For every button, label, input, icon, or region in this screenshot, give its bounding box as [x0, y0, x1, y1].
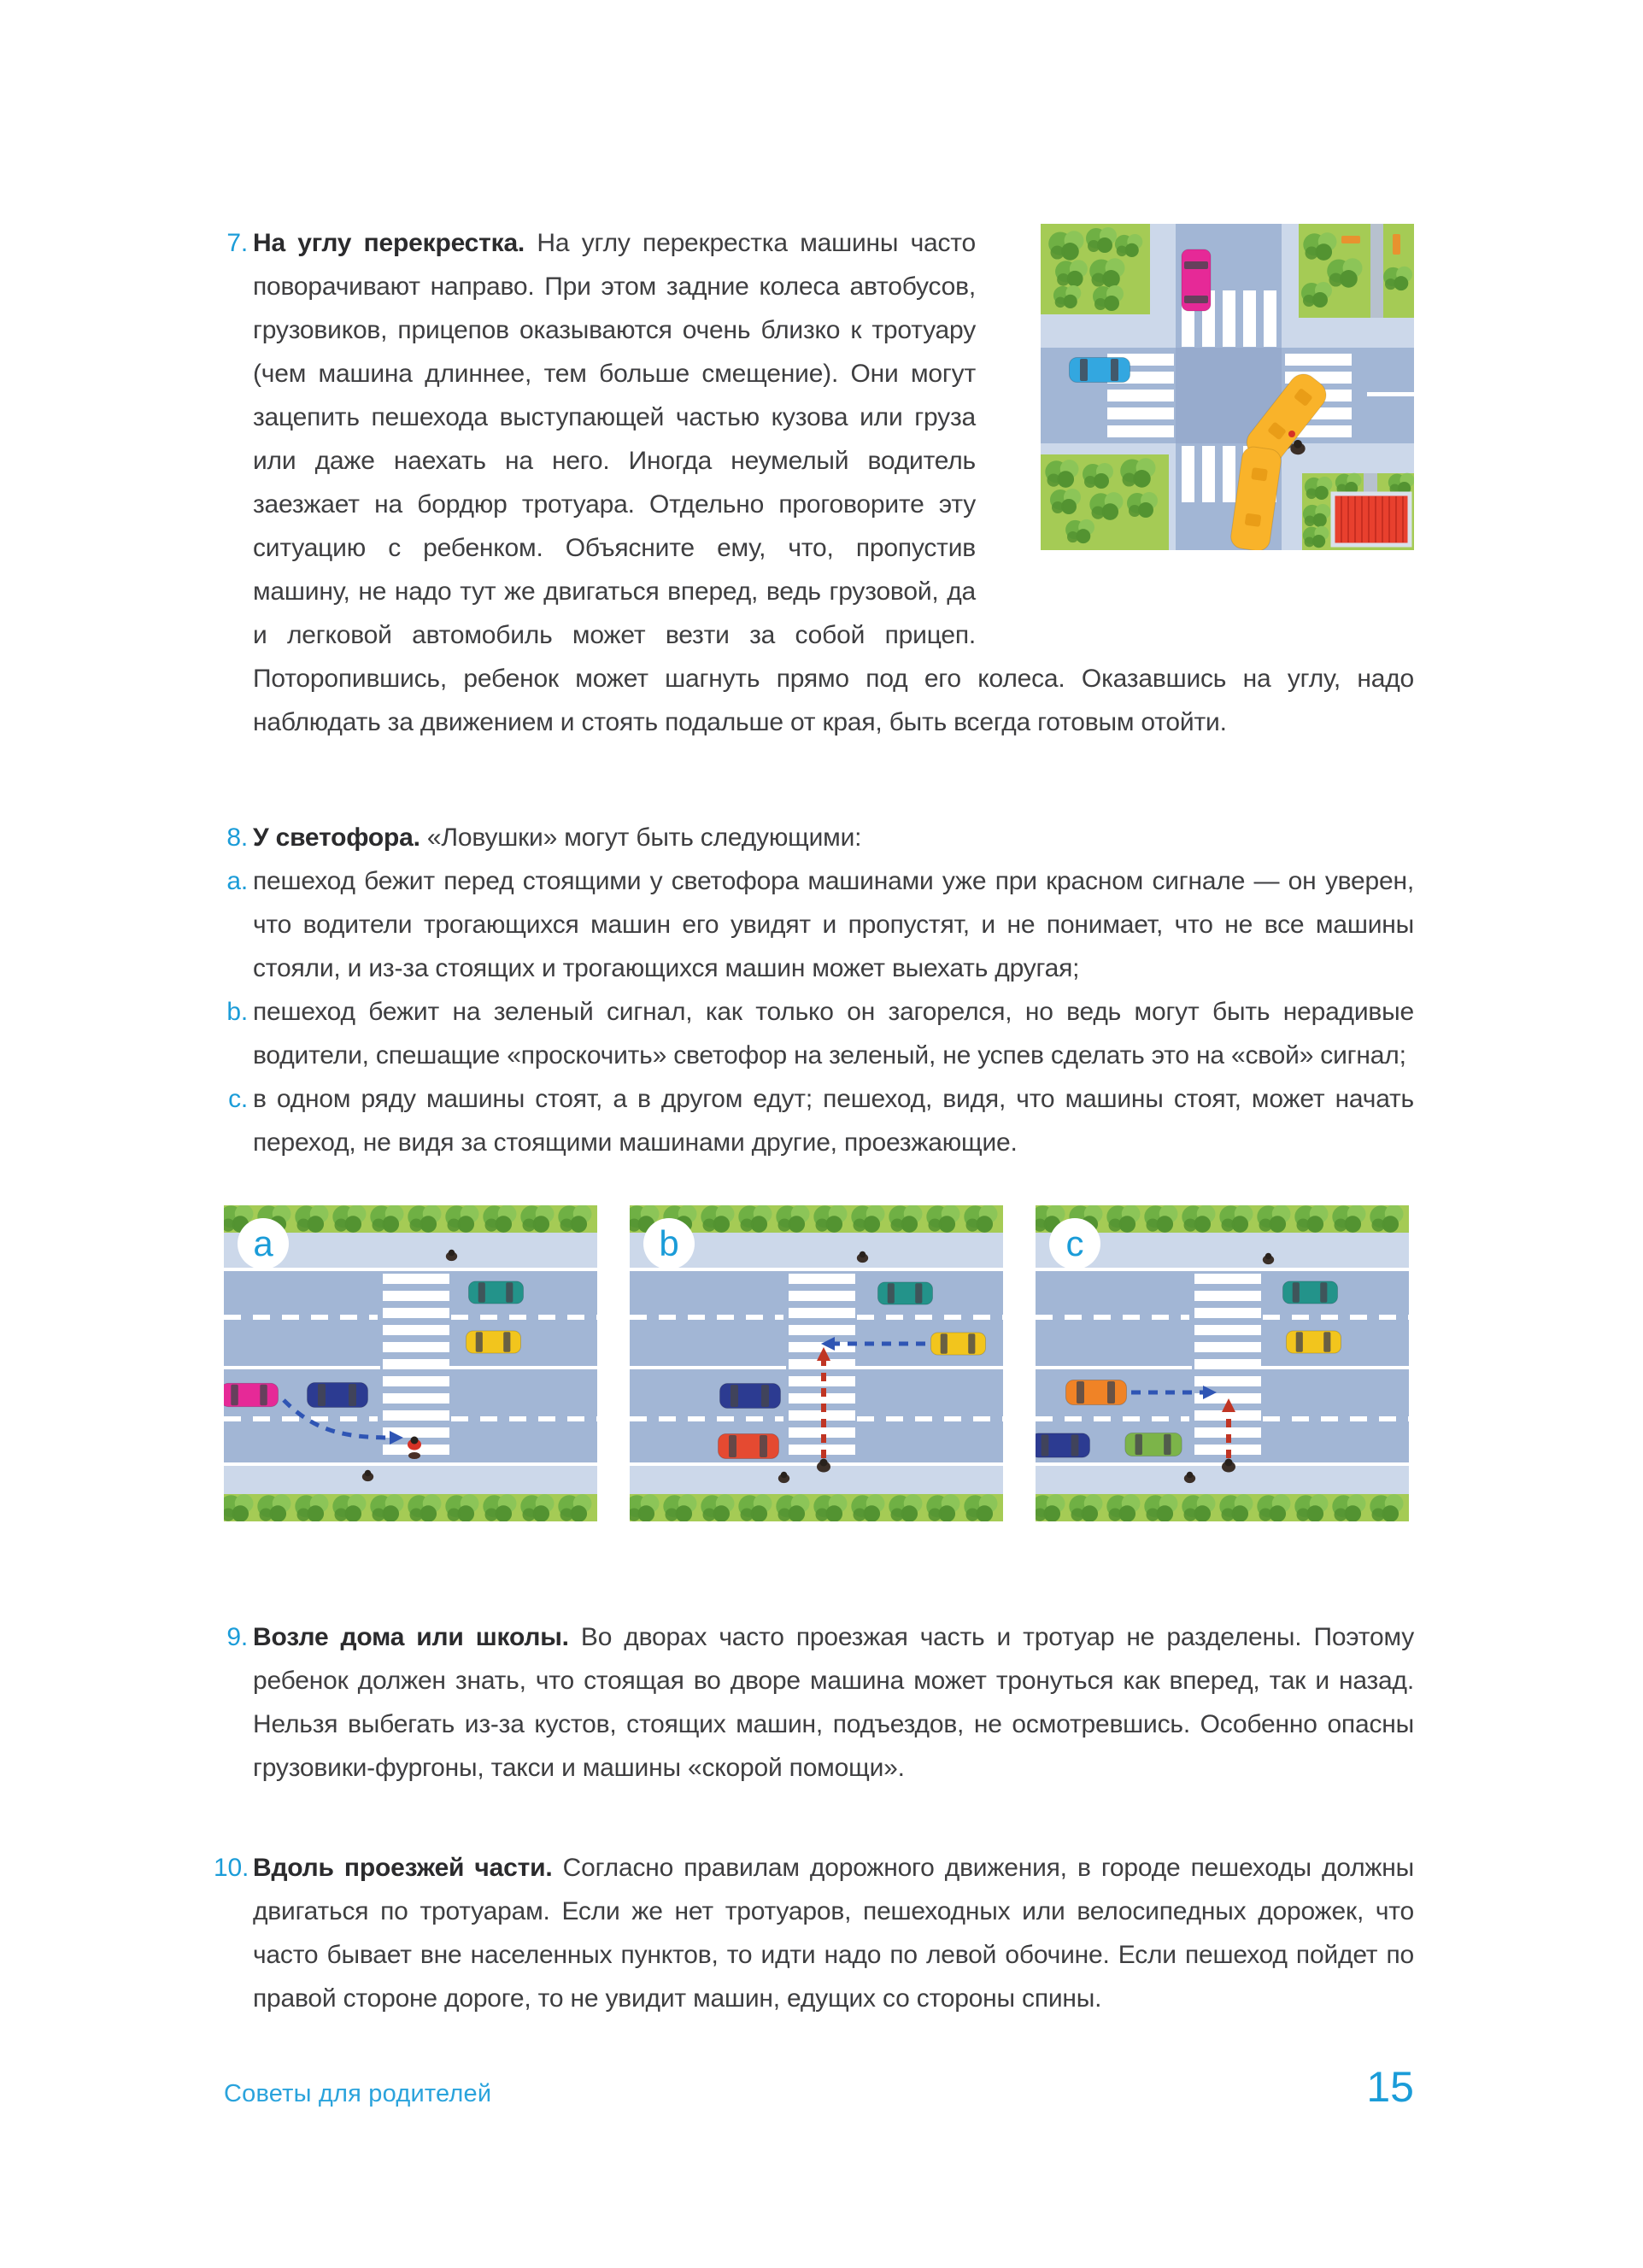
list-item-9 — [226, 1615, 1415, 1790]
item-number: 9. — [226, 1623, 248, 1651]
subitem-c — [228, 1077, 1414, 1164]
item-9-body: Во дворах часто проезжая часть и тротуар не разделены. Поэтому ребенок должен знать, что стоящая во дворе машина может тронуться как вперед, так и назад. Нельзя выбегать из-за кустов, стоящих машин, подъездов, не осмотревшись. Особенно опасны грузовики-фургоны, такси и машины «скорой помощи». — [253, 1623, 1415, 1782]
car-teal-icon — [877, 1282, 932, 1304]
panel-c-illustration — [1036, 1205, 1409, 1521]
page-footer — [224, 2063, 1414, 2111]
car-green-icon — [1125, 1433, 1182, 1456]
park-top-left — [1041, 224, 1150, 314]
car-orange-icon — [1066, 1380, 1127, 1405]
subitem-b — [226, 990, 1414, 1077]
subitem-letter: b. — [226, 998, 248, 1026]
car-yellow-icon — [1286, 1331, 1341, 1353]
bench-icon — [1393, 234, 1400, 255]
car-teal-icon — [1282, 1281, 1337, 1304]
park-bottom-right — [1302, 473, 1414, 550]
traffic-panels-row — [224, 1205, 1414, 1521]
panel-b-illustration — [630, 1205, 1003, 1521]
item-number: 10. — [214, 1854, 249, 1882]
subitem-a — [226, 859, 1414, 990]
item-9-title: Возле дома или школы. — [253, 1623, 569, 1651]
park-top-right — [1299, 224, 1414, 318]
zebra-crossing — [1194, 1274, 1261, 1455]
list-item-7 — [226, 221, 1414, 744]
list-item-10 — [214, 1846, 1414, 2020]
item-8-paragraph — [253, 816, 1414, 859]
item-7-body: На углу перекрестка машины часто поворачивают направо. При этом задние колеса автобусов, грузовиков, прицепов оказываются очень близко к тротуару (чем машина длиннее, тем больше смещение). Они могут зацепить пешехода выступающей частью кузова или груза или даже наехать на него. Иногда неумелый водитель заезжает на бордюр тротуара. Отдельно проговорите эту ситуацию с ребенком. Объясните ему, что, пропустив машину, не надо тут же двигаться вперед, ведь грузовой, да и легковой автомобиль может везти за собой прицеп. Поторопившись, ребенок может шагнуть прямо под его колеса. Оказавшись на углу, надо наблюдать за движением и стоять подальше от края, быть всегда готовым отойти. — [253, 229, 1414, 736]
bench-icon — [1341, 236, 1360, 243]
subitem-b-text: пешеход бежит на зеленый сигнал, как только он загорелся, но ведь могут быть нерадивые водители, спешащие «проскочить» светофор на зеленый, не успев сделать это на «свой» сигнал; — [253, 998, 1414, 1070]
car-yellow-icon — [930, 1333, 985, 1355]
item-7-title: На углу перекрестка. — [253, 229, 525, 257]
car-red-icon — [719, 1434, 779, 1459]
intersection-scene — [1041, 224, 1414, 550]
panel-label: b — [659, 1223, 679, 1263]
car-teal-icon — [468, 1281, 523, 1304]
page-content — [214, 221, 1415, 2020]
panel-label: c — [1065, 1223, 1084, 1263]
item-number: 7. — [226, 229, 248, 257]
panel-label: a — [253, 1223, 273, 1263]
car-navy-icon — [1036, 1433, 1090, 1457]
item-9-paragraph — [253, 1615, 1414, 1790]
car-yellow-icon — [466, 1331, 520, 1353]
item-10-title: Вдоль проезжей части. — [253, 1854, 553, 1882]
intersection-illustration — [1041, 224, 1414, 550]
subitem-c-text: в одном ряду машины стоят, а в другом едут; пешеход, видя, что машины стоят, может начать переход, не видя за стоящими машинами другие, проезжающие. — [253, 1085, 1414, 1157]
car-navy-icon — [720, 1384, 781, 1409]
footer-section-label: Советы для родителей — [224, 2080, 492, 2107]
item-10-paragraph — [253, 1846, 1414, 2020]
car-navy-icon — [308, 1383, 368, 1408]
item-number: 8. — [226, 823, 248, 852]
item-10-body: Согласно правилам дорожного движения, в городе пешеходы должны двигаться по тротуарам. Если же нет тротуаров, пешеходных или велосипедных дорожек, что часто бывает вне населенных пунктов, то идти надо по левой обочине. Если пешеход пойдет по правой стороне дороге, то не увидит машин, едущих со стороны спины. — [253, 1854, 1414, 2013]
car-pink-icon — [1182, 249, 1211, 311]
car-pink-icon — [224, 1383, 279, 1406]
zebra-crossing — [383, 1274, 449, 1455]
item-8-title: У светофора. — [253, 823, 420, 852]
item-8-body: «Ловушки» могут быть следующими: — [426, 823, 862, 852]
car-blue-icon — [1070, 358, 1130, 383]
subitem-letter: c. — [228, 1085, 248, 1113]
subitem-letter: a. — [226, 867, 248, 895]
page-number: 15 — [1366, 2063, 1414, 2111]
building-red-roof — [1333, 494, 1410, 545]
panel-a-illustration — [224, 1205, 597, 1521]
park-bottom-left — [1041, 454, 1169, 550]
list-item-8 — [226, 816, 1414, 1164]
subitem-a-text: пешеход бежит перед стоящими у светофора машинами уже при красном сигнале — он уверен, что водители трогающихся машин его увидят и пропустят, и не понимает, что не все машины стояли, и из-за стоящих и трогающихся машин может выехать другая; — [253, 867, 1414, 982]
